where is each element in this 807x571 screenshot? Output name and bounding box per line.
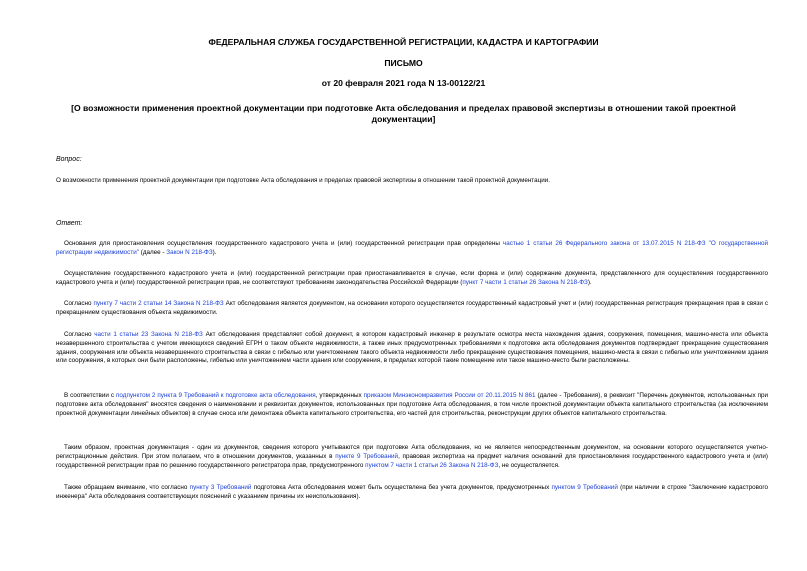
doc-type: ПИСЬМО xyxy=(384,58,423,68)
answer-paragraph-6 xyxy=(56,444,768,470)
p2-text-2: ). xyxy=(587,278,592,286)
p5-text-2: , утвержденных xyxy=(315,392,362,399)
answer-paragraph-4 xyxy=(56,331,768,366)
p1-text-3: ). xyxy=(212,248,217,256)
link-law-218-part1-art26[interactable]: частью 1 статьи 26 Федерального закона от 13.07.2015 N 218-ФЗ "О государственной регистрации недвижимости" xyxy=(56,240,768,256)
p4-text-2: Акт обследования представляет собой документ, в котором кадастровый инженер в результате осмотра места нахождения здания, сооружения, помещения, машино-места или объекта незавершенного строительства с учетом имеющихся сведений ЕГРН о таком объекте недвижимости, а также иных предусмотренных требованиями к подготовке акта обследования документов подтверждает прекращение существования здания, сооружения или объекта незавершенного строительства в связи с гибелью или уничтожением такого объекта недвижимости либо прекращение существования помещения, машино-места в связи с гибелью или уничтожением здания или сооружения, в которых они были расположены, гибелью или уничтожением части здания или сооружения, в пределах которой такие помещение или такое машино-место были расположены. xyxy=(56,331,768,365)
question-label: Вопрос: xyxy=(56,156,82,163)
p5-text-3: (далее - Требования), в реквизит "Перечень документов, использованных при подготовке акта обследования" вносятся сведения о наименовании и реквизитах документов, использованных при подготовке Акта обследования, в том числе проектной документации объекта капитального строительства (за исключением проектной документации линейных объектов) в случае сноса или демонтажа объекта капитального строительства, его частей для строительства, реконструкции других объектов капитального строительства. xyxy=(56,392,769,417)
link-requirements-p9-sp2[interactable]: подпунктом 2 пункта 9 Требований к подготовке акта обследования xyxy=(116,392,316,399)
answer-paragraph-2 xyxy=(56,270,768,288)
doc-date: от 20 февраля 2021 года N 13-00122/21 xyxy=(321,78,486,88)
p4-text-1: Согласно xyxy=(64,331,92,338)
p2-text-1: Осуществление государственного кадастрового учета и (или) государственной регистрации прав приостанавливается в случае, если форма и (или) содержание документа, представленного для осуществления государственного кадастрового учета и (или) государственной регистрации прав, не соответствуют требованиям законодательства Российской Федерации ( xyxy=(56,270,768,286)
answer-label: Ответ: xyxy=(56,220,83,227)
p5-text-1: В соответствии с xyxy=(64,392,115,399)
answer-paragraph-3 xyxy=(56,300,768,318)
link-requirements-p9[interactable]: пункте 9 Требований xyxy=(335,452,399,460)
doc-subject: [О возможности применения проектной документации при подготовке Акта обследования и пределах правовой экспертизы в отношении такой проектной документации] xyxy=(71,103,736,124)
answer-paragraph-1 xyxy=(56,240,768,258)
answer-paragraph-7 xyxy=(56,484,768,502)
link-part1-art23[interactable]: части 1 статьи 23 Закона N 218-ФЗ xyxy=(94,331,203,338)
p6-text-3: , не осуществляется. xyxy=(498,461,560,469)
p1-text-2: (далее - xyxy=(140,248,165,256)
link-p7-part1-art26[interactable]: пункт 7 части 1 статьи 26 Закона N 218-ФЗ xyxy=(462,278,588,286)
question-text: О возможности применения проектной документации при подготовке Акта обследования и пределах правовой экспертизы в отношении такой проектной документации. xyxy=(56,177,551,184)
p1-text-1: Основания для приостановления осуществления государственного кадастрового учета и (или) государственной регистрации прав определены xyxy=(64,240,500,247)
p7-text-2: подготовка Акта обследования может быть осуществлена без учета документов, предусмотренных xyxy=(253,484,550,491)
p3-text-1: Согласно xyxy=(64,300,92,307)
p3-text-2: Акт обследования является документом, на основании которого осуществляется государственный кадастровый учет и (или) государственная регистрация прекращения прав в связи с прекращением существования объекта недвижимости. xyxy=(56,300,769,316)
link-requirements-p9-b[interactable]: пунктом 9 Требований xyxy=(551,484,618,491)
link-p7-part2-art14[interactable]: пункту 7 части 2 статьи 14 Закона N 218-ФЗ xyxy=(93,300,224,307)
p6-text-1: Таким образом, проектная документация - один из документов, сведения которого учитываются при подготовке Акта обследования, но не является непосредственным документом, на основании которого осуществляется учетно-регистрационные действия. При этом полагаем, что в отношении документов, указанных в xyxy=(56,444,768,460)
answer-paragraph-5 xyxy=(56,392,768,418)
link-order-861[interactable]: приказом Минэкономразвития России от 20.11.2015 N 861 xyxy=(363,392,536,399)
link-law-218[interactable]: Закон N 218-ФЗ xyxy=(166,248,213,256)
agency-title: ФЕДЕРАЛЬНАЯ СЛУЖБА ГОСУДАРСТВЕННОЙ РЕГИСТРАЦИИ, КАДАСТРА И КАРТОГРАФИИ xyxy=(208,37,599,47)
p6-text-2: , правовая экспертиза на предмет наличия оснований для приостановления государственного кадастрового учета и (или) государственной регистрации прав по решению государственного регистратора прав, предусмотренного xyxy=(56,452,769,469)
link-requirements-p3[interactable]: пункту 3 Требований xyxy=(189,484,252,491)
p7-text-3: (при наличии в строке "Заключение кадастрового инженера" Акта обследования соответствующих пояснений с указанием причины их неиспользования). xyxy=(56,484,769,500)
p7-text-1: Также обращаем внимание, что согласно xyxy=(64,484,188,491)
link-p7-part1-art26-b[interactable]: пунктом 7 части 1 статьи 26 Закона N 218-ФЗ xyxy=(365,461,499,469)
